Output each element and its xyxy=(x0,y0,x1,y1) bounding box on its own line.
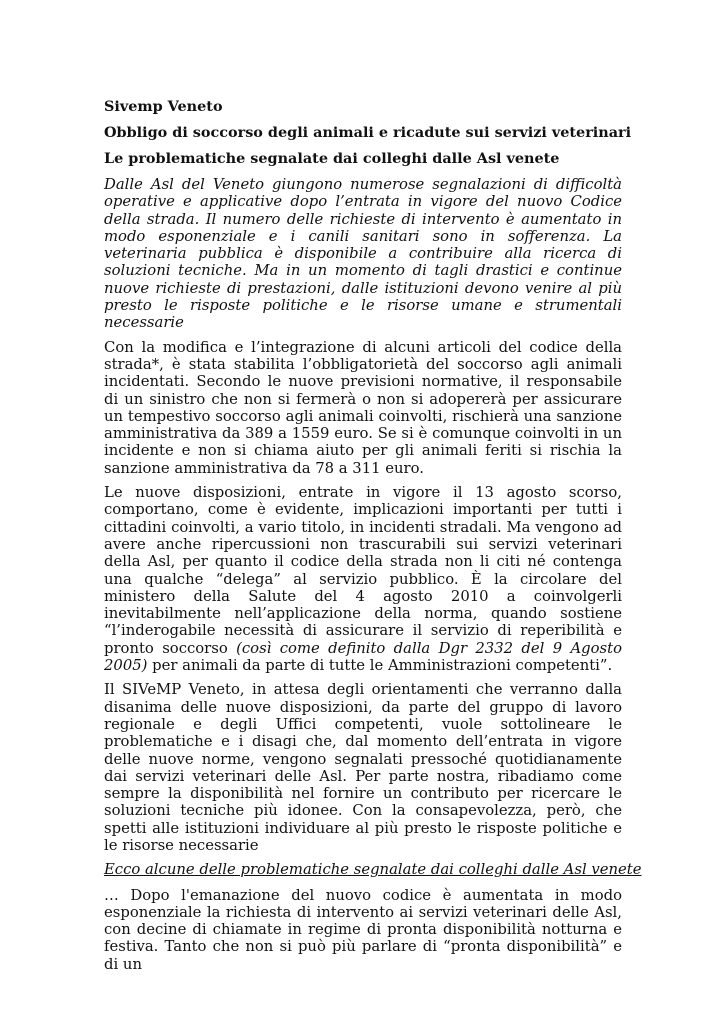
paragraph-text: Le nuove disposizioni, entrate in vigore il 13 agosto scorso, comportano, come è evidente, implicazioni importanti per tutti i cittadini coinvolti, a vario titolo, in incidenti stradali. Ma vengono ad avere anche ripercussioni non trascurabili sui servizi veterinari della Asl, per quanto il codice della strada non li citi né contenga una qualche “delega” al servizio pubblico. È la circolare del ministero della Salute del 4 agosto 2010 a coinvolgerli inevitabilmente nell’applicazione della norma, quando sostiene “l’inderogabile necessità di assicurare il servizio di reperibilità e pronto soccorso xyxy=(104,484,622,657)
document-title: Obbligo di soccorso degli animali e ricadute sui servizi veterinari xyxy=(104,124,632,141)
document-page xyxy=(104,98,642,980)
paragraph-problems: … Dopo l'emanazione del nuovo codice è aumentata in modo esponenziale la richiesta di intervento ai servizi veterinari delle Asl, con decine di chiamate in regime di pronta disponibilità notturna e festiva. Tanto che non si può più parlare di “pronta disponibilità” e di un xyxy=(104,886,622,973)
document-subtitle: Le problematiche segnalate dai colleghi dalle Asl venete xyxy=(104,150,560,167)
paragraph-veterinary-services xyxy=(104,484,622,674)
paragraph-text: per animali da parte di tutte le Amministrazioni competenti”. xyxy=(147,657,613,675)
paragraph-sivemp-position: Il SIVeMP Veneto, in attesa degli orientamenti che verranno dalla disanima delle nuove disposizioni, da parte del gruppo di lavoro regionale e degli Uffici competenti, vuole sottolineare le problematiche e i disagi che, dal momento dell’entrata in vigore delle nuove norme, vengono segnalati pressoché quotidianamente dai servizi veterinari delle Asl. Per parte nostra, ribadiamo come sempre la disponibilità nel fornire un contributo per ricercare le soluzioni tecniche più idonee. Con la consapevolezza, però, che spetti alle istituzioni individuare al più presto le risposte politiche e le risorse necessarie xyxy=(104,681,622,854)
paragraph-sanctions: Con la modifica e l’integrazione di alcuni articoli del codice della strada*, è stata stabilita l’obbligatorietà del soccorso agli animali incidentati. Secondo le nuove previsioni normative, il responsabile di un sinistro che non si fermerà o non si adopererà per assicurare un tempestivo soccorso agli animali coinvolti, rischierà una sanzione amministrativa da 389 a 1559 euro. Se si è comunque coinvolti in un incidente e non si chiama aiuto per gli animali feriti si rischia la sanzione amministrativa da 78 a 311 euro. xyxy=(104,338,622,477)
italic-reference: (così come definito dalla Dgr 2332 del 9 Agosto 2005) xyxy=(104,639,622,675)
section-heading: Ecco alcune delle problematiche segnalate dai colleghi dalle Asl venete xyxy=(104,861,642,879)
intro-paragraph: Dalle Asl del Veneto giungono numerose segnalazioni di difficoltà operative e applicative dopo l’entrata in vigore del nuovo Codice della strada. Il numero delle richieste di intervento è aumentato in modo esponenziale e i canili sanitari sono in sofferenza. La veterinaria pubblica è disponibile a contribuire alla ricerca di soluzioni tecniche. Ma in un momento di tagli drastici e continue nuove richieste di prestazioni, dalle istituzioni devono venire al più presto le risposte politiche e le risorse umane e strumentali necessarie xyxy=(104,176,622,332)
org-title: Sivemp Veneto xyxy=(104,98,223,115)
